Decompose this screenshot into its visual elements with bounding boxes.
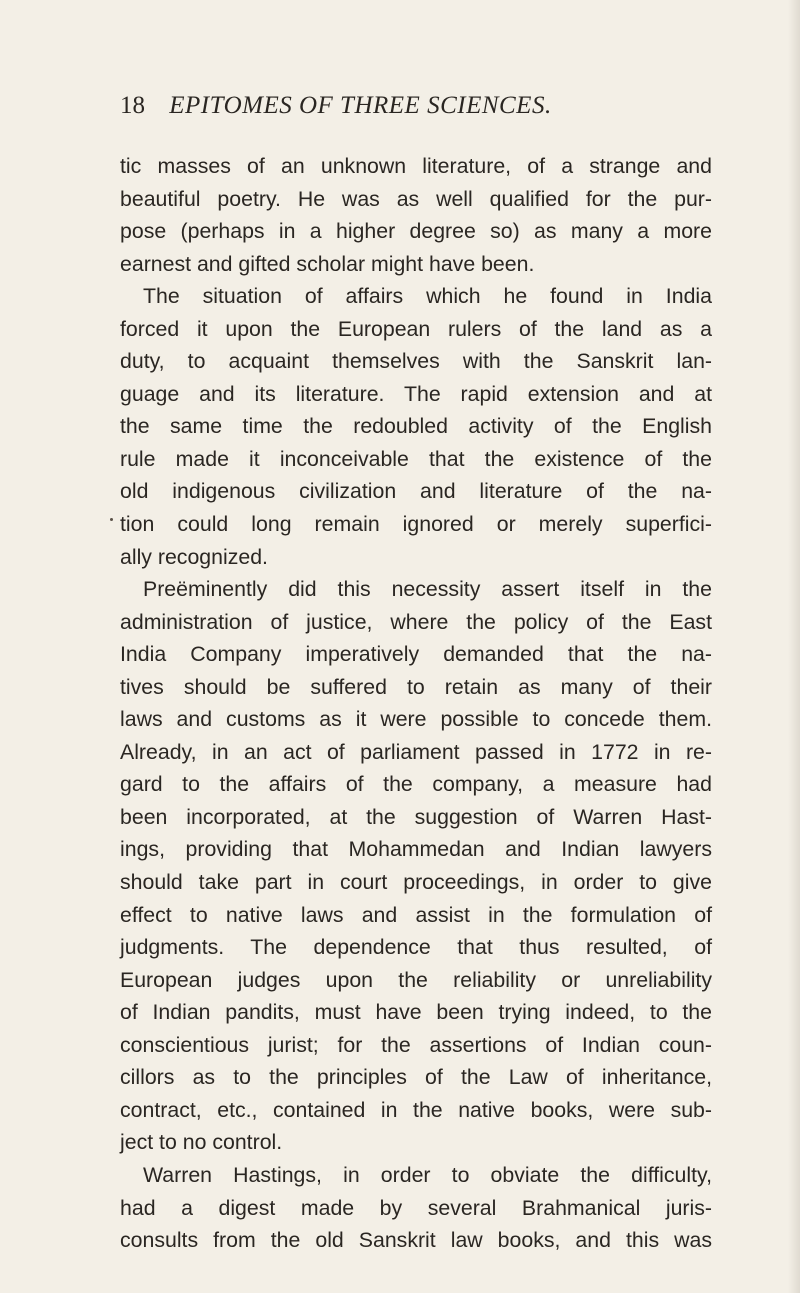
page-edge-shadow	[788, 0, 800, 1293]
text-line: Already, in an act of parliament passed in 1772 in re-	[120, 739, 712, 764]
text-line: earnest and gifted scholar might have been.	[120, 251, 535, 276]
text-line: conscientious jurist; for the assertions of Indian coun-	[120, 1032, 712, 1057]
text-line: ally recognized.	[120, 544, 268, 569]
text-line: ject to no control.	[120, 1130, 283, 1155]
text-line: ings, providing that Mohammedan and Indian lawyers	[120, 837, 712, 862]
text-line: consults from the old Sanskrit law books, and this was	[120, 1228, 712, 1253]
page-header	[120, 86, 720, 126]
page-number: 18	[120, 92, 145, 119]
text-line: Warren Hastings, in order to obviate the difficulty,	[143, 1162, 712, 1187]
text-line: gard to the affairs of the company, a measure had	[120, 772, 712, 797]
text-line: been incorporated, at the suggestion of Warren Hast-	[120, 804, 712, 829]
text-line: old indigenous civilization and literature of the na-	[120, 479, 712, 504]
running-title: EPITOMES OF THREE SCIENCES.	[169, 92, 552, 119]
text-line: had a digest made by several Brahmanical juris-	[120, 1195, 712, 1220]
text-line: forced it upon the European rulers of the land as a	[120, 316, 712, 341]
text-line: European judges upon the reliability or unreliability	[120, 967, 712, 992]
text-line: tives should be suffered to retain as many of their	[120, 674, 712, 699]
text-line: should take part in court proceedings, in order to give	[120, 870, 712, 895]
text-line: guage and its literature. The rapid extension and at	[120, 381, 712, 406]
text-line: beautiful poetry. He was as well qualified for the pur-	[120, 186, 712, 211]
paper-speck	[110, 518, 113, 521]
body-text	[120, 150, 712, 1257]
text-line: India Company imperatively demanded that the na-	[120, 642, 712, 667]
text-line: The situation of affairs which he found in India	[143, 284, 712, 309]
text-line: pose (perhaps in a higher degree so) as many a more	[120, 219, 712, 244]
text-line: of Indian pandits, must have been trying indeed, to the	[120, 1000, 712, 1025]
text-line: laws and customs as it were possible to concede them.	[120, 707, 712, 732]
text-line: judgments. The dependence that thus resulted, of	[120, 935, 712, 960]
text-line: tic masses of an unknown literature, of a strange and	[120, 154, 712, 178]
text-line: cillors as to the principles of the Law of inheritance,	[120, 1065, 712, 1090]
text-line: rule made it inconceivable that the existence of the	[120, 446, 712, 471]
text-line: tion could long remain ignored or merely superfici-	[120, 512, 712, 537]
text-line: Preëminently did this necessity assert itself in the	[143, 577, 712, 602]
text-line: effect to native laws and assist in the formulation of	[120, 902, 712, 927]
text-line: duty, to acquaint themselves with the Sanskrit lan-	[120, 349, 712, 374]
text-line: administration of justice, where the policy of the East	[120, 609, 712, 634]
text-line: contract, etc., contained in the native books, were sub-	[120, 1097, 712, 1122]
text-line: the same time the redoubled activity of the English	[120, 414, 712, 439]
